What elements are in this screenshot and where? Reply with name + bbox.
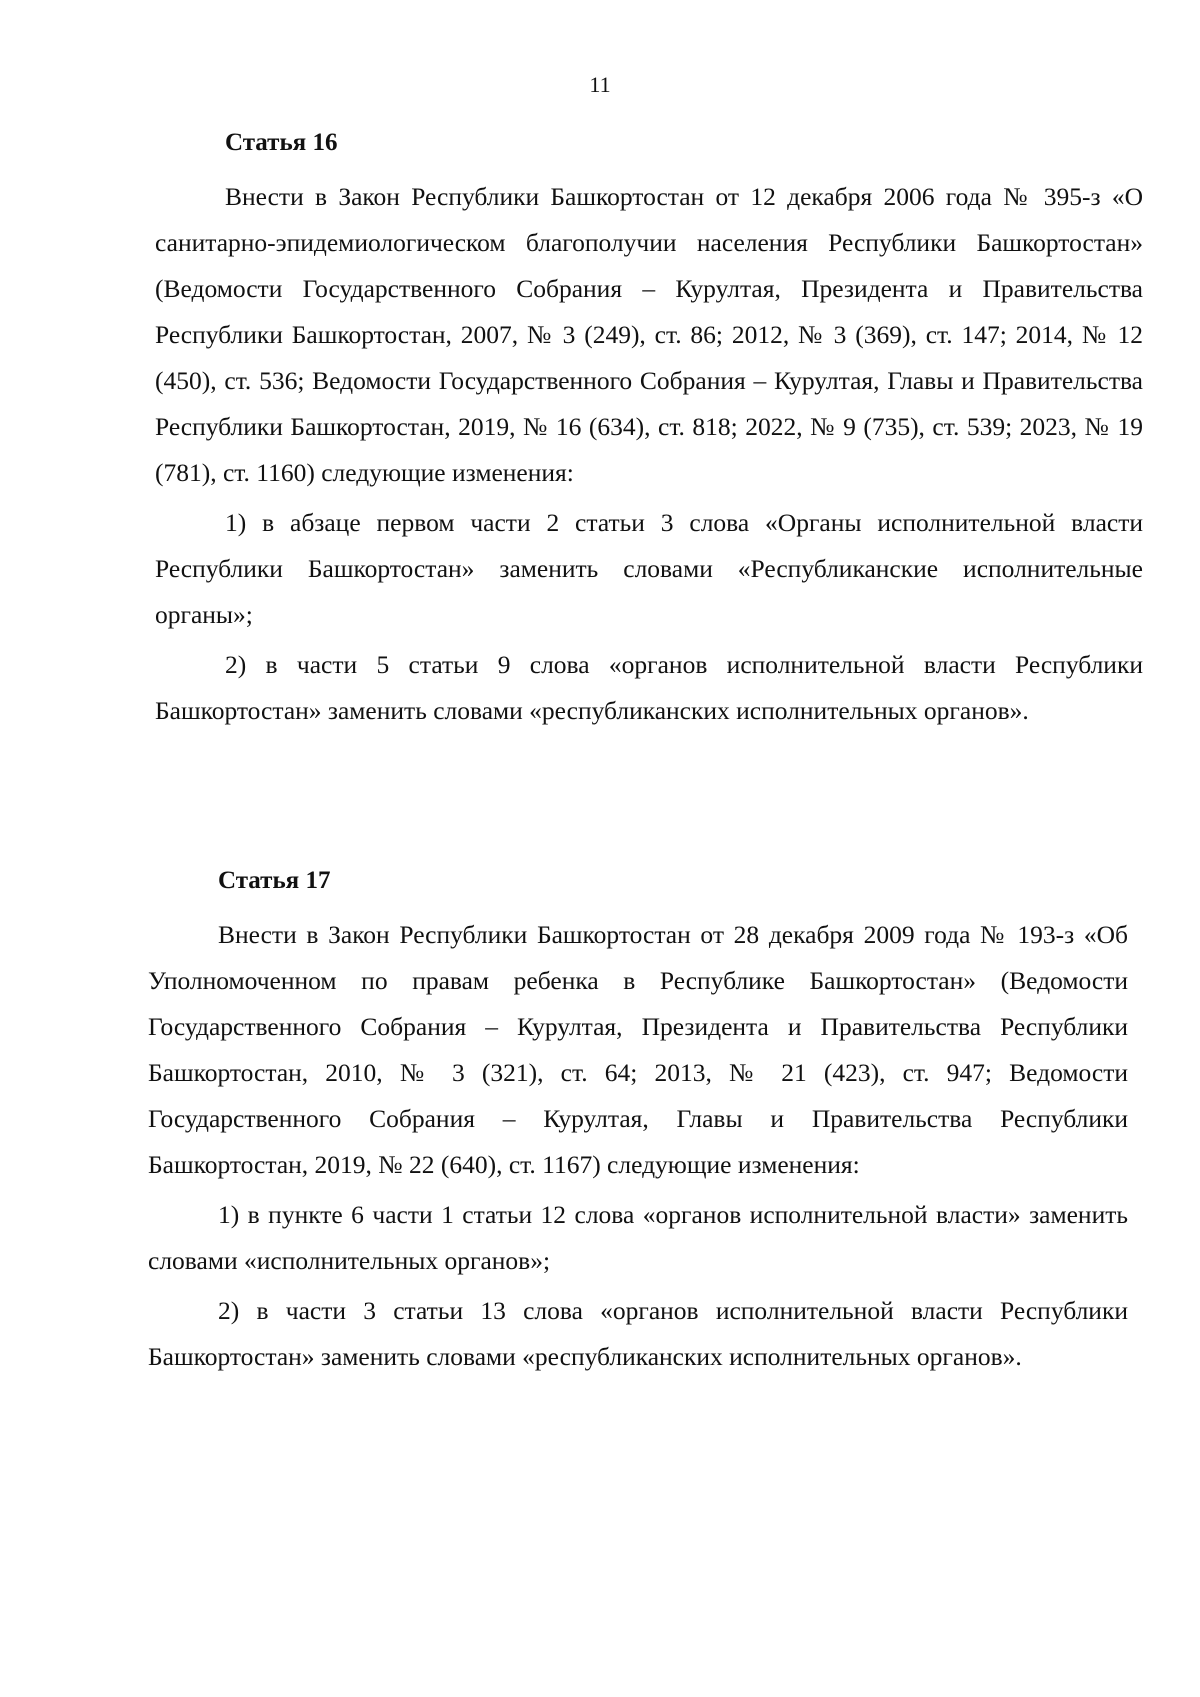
article-item: 1) в пункте 6 части 1 статьи 12 слова «органов исполнительной власти» заменить словами «исполнительных органов»;	[148, 1200, 1128, 1275]
article-intro: Внести в Закон Республики Башкортостан от 28 декабря 2009 года № 193-з «Об Уполномоченном по правам ребенка в Республике Башкортостан» (Ведомости Государственного Собрания – Курултая, Президента и Правительства Республики Башкортостан, 2010, № 3 (321), ст. 64; 2013, № 21 (423), ст. 947; Ведомости Государственного Собрания – Курултая, Главы и Правительства Республики Башкортостан, 2019, № 22 (640), ст. 1167) следующие изменения:	[148, 920, 1128, 1179]
article-item: 1) в абзаце первом части 2 статьи 3 слова «Органы исполнительной власти Республики Башкортостан» заменить словами «Республиканские исполнительные органы»;	[155, 508, 1143, 629]
article-title: Статья 17	[218, 867, 331, 894]
article-intro: Внести в Закон Республики Башкортостан от 12 декабря 2006 года № 395-з «О санитарно-эпидемиологическом благополучии населения Республики Башкортостан» (Ведомости Государственного Собрания – Курултая, Президента и Правительства Республики Башкортостан, 2007, № 3 (249), ст. 86; 2012, № 3 (369), ст. 147; 2014, № 12 (450), ст. 536; Ведомости Государственного Собрания – Курултая, Главы и Правительства Республики Башкортостан, 2019, № 16 (634), ст. 818; 2022, № 9 (735), ст. 539; 2023, № 19 (781), ст. 1160) следующие изменения:	[155, 182, 1143, 487]
article-item: 2) в части 5 статьи 9 слова «органов исполнительной власти Республики Башкортостан» заменить словами «республиканских исполнительных органов».	[155, 650, 1143, 725]
article-item: 2) в части 3 статьи 13 слова «органов исполнительной власти Республики Башкортостан» заменить словами «республиканских исполнительных органов».	[148, 1296, 1128, 1371]
article-16	[155, 128, 1143, 734]
article-title: Статья 16	[225, 129, 338, 156]
article-17	[148, 866, 1128, 1380]
page-number: 11	[589, 72, 611, 97]
